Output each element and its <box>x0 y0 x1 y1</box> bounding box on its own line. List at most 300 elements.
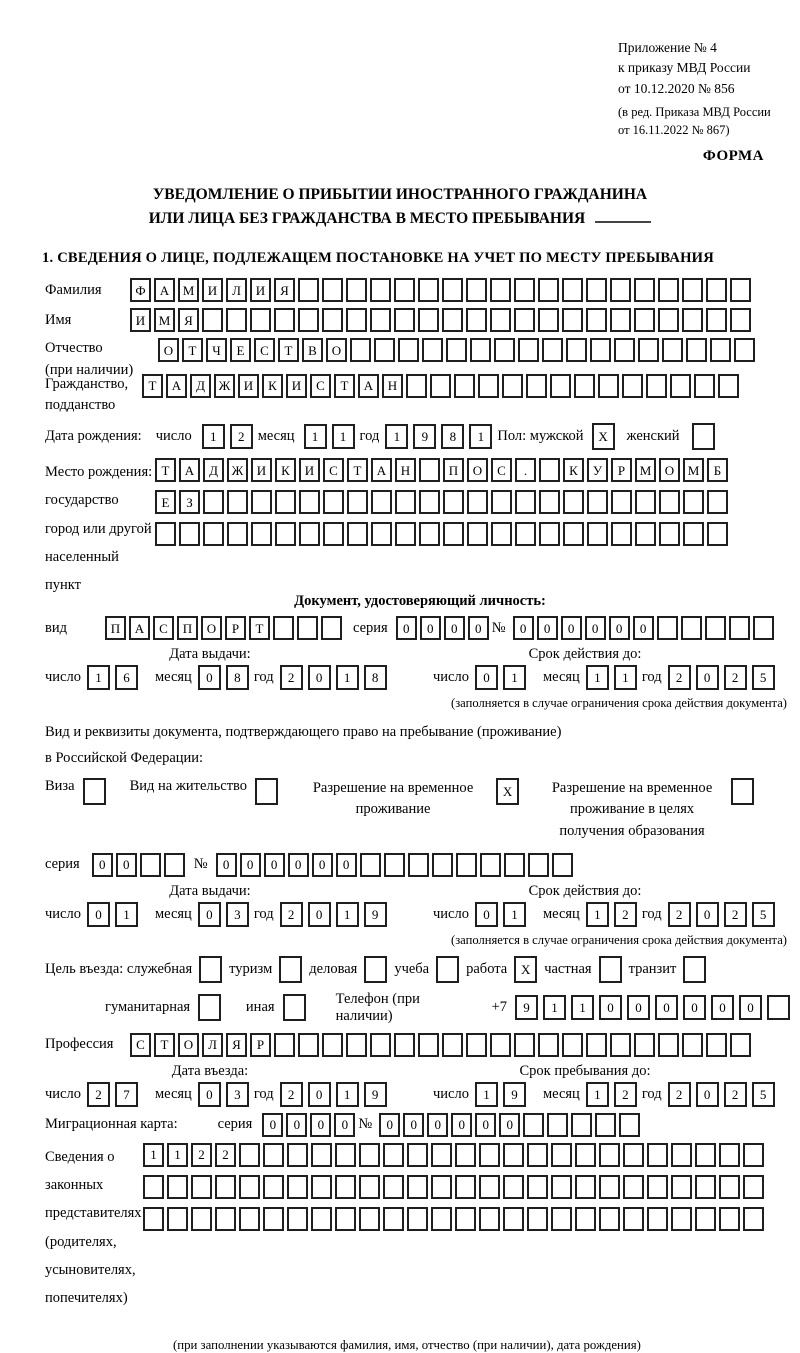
char-cell[interactable] <box>638 338 659 362</box>
char-cell[interactable]: 9 <box>364 1082 387 1107</box>
char-cell[interactable]: 0 <box>420 616 441 640</box>
char-cell[interactable]: 0 <box>696 902 719 927</box>
char-cell[interactable]: Ж <box>214 374 235 398</box>
char-cell[interactable]: А <box>358 374 379 398</box>
char-cell[interactable]: 0 <box>92 853 113 877</box>
char-cell[interactable] <box>683 522 704 546</box>
char-cell[interactable] <box>455 1207 476 1231</box>
char-cell[interactable] <box>274 308 295 332</box>
char-cell[interactable] <box>503 1207 524 1231</box>
char-cell[interactable]: 1 <box>586 1082 609 1107</box>
char-cell[interactable] <box>563 490 584 514</box>
char-cell[interactable] <box>671 1143 692 1167</box>
char-cell[interactable] <box>683 956 706 983</box>
char-cell[interactable] <box>255 778 278 805</box>
char-cell[interactable]: X <box>496 778 519 805</box>
char-cell[interactable]: 0 <box>739 995 762 1020</box>
char-cell[interactable] <box>191 1207 212 1231</box>
char-cell[interactable]: Л <box>202 1033 223 1057</box>
char-cell[interactable] <box>719 1175 740 1199</box>
char-cell[interactable]: 5 <box>752 902 775 927</box>
char-cell[interactable]: 3 <box>226 1082 249 1107</box>
char-cell[interactable] <box>623 1175 644 1199</box>
char-cell[interactable]: К <box>563 458 584 482</box>
char-cell[interactable]: Ф <box>130 278 151 302</box>
stay-until-month[interactable] <box>586 1082 642 1107</box>
visa-checkbox[interactable] <box>83 778 106 805</box>
char-cell[interactable] <box>547 1113 568 1137</box>
char-cell[interactable] <box>407 1207 428 1231</box>
char-cell[interactable]: 5 <box>752 665 775 690</box>
char-cell[interactable] <box>164 853 185 877</box>
char-cell[interactable] <box>730 278 751 302</box>
char-cell[interactable]: 0 <box>711 995 734 1020</box>
char-cell[interactable]: К <box>275 458 296 482</box>
char-cell[interactable] <box>743 1143 764 1167</box>
identity-issue-day[interactable] <box>87 665 143 690</box>
char-cell[interactable]: П <box>443 458 464 482</box>
char-cell[interactable]: Я <box>178 308 199 332</box>
char-cell[interactable] <box>730 308 751 332</box>
char-cell[interactable] <box>515 522 536 546</box>
char-cell[interactable]: И <box>299 458 320 482</box>
doc-number-cells[interactable] <box>513 616 777 640</box>
char-cell[interactable]: X <box>592 423 615 450</box>
char-cell[interactable] <box>695 1207 716 1231</box>
char-cell[interactable] <box>418 278 439 302</box>
char-cell[interactable]: С <box>153 616 174 640</box>
char-cell[interactable] <box>574 374 595 398</box>
patronymic-cells[interactable] <box>158 338 758 362</box>
char-cell[interactable] <box>275 522 296 546</box>
char-cell[interactable] <box>490 278 511 302</box>
char-cell[interactable] <box>504 853 525 877</box>
char-cell[interactable] <box>634 308 655 332</box>
char-cell[interactable] <box>273 616 294 640</box>
char-cell[interactable] <box>374 338 395 362</box>
char-cell[interactable] <box>478 374 499 398</box>
char-cell[interactable]: 0 <box>264 853 285 877</box>
char-cell[interactable]: О <box>158 338 179 362</box>
char-cell[interactable] <box>743 1207 764 1231</box>
char-cell[interactable] <box>599 1207 620 1231</box>
char-cell[interactable] <box>503 1175 524 1199</box>
char-cell[interactable]: 0 <box>585 616 606 640</box>
char-cell[interactable]: 2 <box>668 902 691 927</box>
char-cell[interactable]: А <box>371 458 392 482</box>
char-cell[interactable] <box>274 1033 295 1057</box>
char-cell[interactable]: 2 <box>191 1143 212 1167</box>
char-cell[interactable] <box>514 308 535 332</box>
char-cell[interactable]: 0 <box>334 1113 355 1137</box>
char-cell[interactable] <box>371 490 392 514</box>
char-cell[interactable]: П <box>177 616 198 640</box>
char-cell[interactable] <box>670 374 691 398</box>
humanitarian-checkbox[interactable] <box>198 994 221 1021</box>
char-cell[interactable] <box>659 490 680 514</box>
char-cell[interactable] <box>542 338 563 362</box>
char-cell[interactable]: 1 <box>336 665 359 690</box>
profession-cells[interactable] <box>130 1033 754 1057</box>
char-cell[interactable] <box>359 1143 380 1167</box>
char-cell[interactable] <box>466 308 487 332</box>
char-cell[interactable] <box>658 278 679 302</box>
char-cell[interactable] <box>706 278 727 302</box>
char-cell[interactable] <box>287 1143 308 1167</box>
stay-issue-year[interactable] <box>280 902 392 927</box>
char-cell[interactable] <box>730 1033 751 1057</box>
char-cell[interactable]: 1 <box>115 902 138 927</box>
char-cell[interactable] <box>419 458 440 482</box>
char-cell[interactable]: 1 <box>336 1082 359 1107</box>
char-cell[interactable]: О <box>326 338 347 362</box>
char-cell[interactable]: Д <box>203 458 224 482</box>
sex-male-checkbox[interactable] <box>592 423 615 450</box>
representatives-cells-row1[interactable] <box>143 1143 767 1167</box>
char-cell[interactable]: Ж <box>227 458 248 482</box>
char-cell[interactable] <box>455 1143 476 1167</box>
char-cell[interactable] <box>503 1143 524 1167</box>
char-cell[interactable] <box>299 490 320 514</box>
char-cell[interactable]: 1 <box>167 1143 188 1167</box>
char-cell[interactable] <box>586 308 607 332</box>
char-cell[interactable] <box>706 308 727 332</box>
char-cell[interactable]: В <box>302 338 323 362</box>
private-checkbox[interactable] <box>599 956 622 983</box>
char-cell[interactable] <box>83 778 106 805</box>
char-cell[interactable] <box>335 1143 356 1167</box>
char-cell[interactable] <box>430 374 451 398</box>
char-cell[interactable] <box>322 1033 343 1057</box>
char-cell[interactable]: О <box>467 458 488 482</box>
char-cell[interactable] <box>346 1033 367 1057</box>
char-cell[interactable] <box>383 1175 404 1199</box>
entry-month[interactable] <box>198 1082 254 1107</box>
char-cell[interactable]: 0 <box>198 665 221 690</box>
char-cell[interactable]: 1 <box>304 424 327 449</box>
char-cell[interactable] <box>647 1143 668 1167</box>
char-cell[interactable] <box>491 490 512 514</box>
char-cell[interactable] <box>527 1175 548 1199</box>
char-cell[interactable] <box>299 522 320 546</box>
char-cell[interactable] <box>671 1207 692 1231</box>
char-cell[interactable] <box>538 308 559 332</box>
char-cell[interactable] <box>263 1175 284 1199</box>
entry-day[interactable] <box>87 1082 143 1107</box>
char-cell[interactable]: 2 <box>724 665 747 690</box>
char-cell[interactable]: 0 <box>561 616 582 640</box>
char-cell[interactable] <box>731 778 754 805</box>
char-cell[interactable] <box>311 1207 332 1231</box>
char-cell[interactable] <box>729 616 750 640</box>
char-cell[interactable] <box>283 994 306 1021</box>
char-cell[interactable]: 1 <box>469 424 492 449</box>
char-cell[interactable]: О <box>178 1033 199 1057</box>
char-cell[interactable] <box>479 1207 500 1231</box>
char-cell[interactable] <box>407 1143 428 1167</box>
char-cell[interactable]: 1 <box>571 995 594 1020</box>
char-cell[interactable] <box>635 490 656 514</box>
char-cell[interactable] <box>179 522 200 546</box>
char-cell[interactable]: М <box>635 458 656 482</box>
char-cell[interactable]: 0 <box>216 853 237 877</box>
char-cell[interactable] <box>431 1175 452 1199</box>
stay-valid-day[interactable] <box>475 902 531 927</box>
char-cell[interactable] <box>431 1207 452 1231</box>
char-cell[interactable]: 2 <box>215 1143 236 1167</box>
char-cell[interactable]: 2 <box>87 1082 110 1107</box>
char-cell[interactable] <box>706 1033 727 1057</box>
char-cell[interactable] <box>551 1207 572 1231</box>
char-cell[interactable]: И <box>251 458 272 482</box>
char-cell[interactable]: 0 <box>396 616 417 640</box>
char-cell[interactable] <box>634 1033 655 1057</box>
char-cell[interactable]: 0 <box>403 1113 424 1137</box>
char-cell[interactable] <box>408 853 429 877</box>
char-cell[interactable] <box>538 278 559 302</box>
study-checkbox[interactable] <box>436 956 459 983</box>
char-cell[interactable]: 0 <box>475 1113 496 1137</box>
char-cell[interactable] <box>527 1207 548 1231</box>
char-cell[interactable]: 1 <box>503 902 526 927</box>
char-cell[interactable] <box>279 956 302 983</box>
char-cell[interactable] <box>514 1033 535 1057</box>
char-cell[interactable] <box>694 374 715 398</box>
char-cell[interactable]: 0 <box>308 902 331 927</box>
char-cell[interactable]: Т <box>155 458 176 482</box>
birthplace-cells-row3[interactable] <box>155 522 731 546</box>
char-cell[interactable]: 0 <box>475 902 498 927</box>
char-cell[interactable]: А <box>166 374 187 398</box>
char-cell[interactable]: Б <box>707 458 728 482</box>
char-cell[interactable]: Т <box>347 458 368 482</box>
char-cell[interactable]: 1 <box>586 665 609 690</box>
char-cell[interactable]: 6 <box>115 665 138 690</box>
char-cell[interactable]: А <box>129 616 150 640</box>
char-cell[interactable]: И <box>238 374 259 398</box>
char-cell[interactable] <box>563 522 584 546</box>
char-cell[interactable]: 8 <box>226 665 249 690</box>
char-cell[interactable] <box>191 1175 212 1199</box>
surname-cells[interactable] <box>130 278 754 302</box>
char-cell[interactable]: 0 <box>116 853 137 877</box>
char-cell[interactable]: 9 <box>515 995 538 1020</box>
char-cell[interactable]: А <box>179 458 200 482</box>
char-cell[interactable]: 2 <box>614 1082 637 1107</box>
char-cell[interactable] <box>239 1143 260 1167</box>
char-cell[interactable] <box>263 1207 284 1231</box>
char-cell[interactable] <box>719 1207 740 1231</box>
char-cell[interactable] <box>539 522 560 546</box>
identity-valid-month[interactable] <box>586 665 642 690</box>
char-cell[interactable]: 9 <box>413 424 436 449</box>
char-cell[interactable] <box>575 1143 596 1167</box>
char-cell[interactable]: 5 <box>752 1082 775 1107</box>
char-cell[interactable]: Я <box>226 1033 247 1057</box>
name-cells[interactable] <box>130 308 754 332</box>
char-cell[interactable]: 0 <box>513 616 534 640</box>
char-cell[interactable] <box>298 1033 319 1057</box>
char-cell[interactable] <box>682 308 703 332</box>
identity-issue-year[interactable] <box>280 665 392 690</box>
char-cell[interactable] <box>599 1175 620 1199</box>
char-cell[interactable]: 1 <box>202 424 225 449</box>
char-cell[interactable]: 0 <box>288 853 309 877</box>
char-cell[interactable]: 2 <box>724 1082 747 1107</box>
char-cell[interactable] <box>298 308 319 332</box>
residence-permit-checkbox[interactable] <box>255 778 278 805</box>
char-cell[interactable] <box>562 278 583 302</box>
char-cell[interactable] <box>383 1143 404 1167</box>
char-cell[interactable] <box>575 1175 596 1199</box>
stay-series-cells[interactable] <box>92 853 188 877</box>
char-cell[interactable] <box>718 374 739 398</box>
char-cell[interactable] <box>479 1175 500 1199</box>
char-cell[interactable]: Я <box>274 278 295 302</box>
char-cell[interactable] <box>140 853 161 877</box>
char-cell[interactable] <box>710 338 731 362</box>
char-cell[interactable]: 2 <box>280 1082 303 1107</box>
char-cell[interactable]: Р <box>225 616 246 640</box>
char-cell[interactable] <box>143 1175 164 1199</box>
char-cell[interactable]: Л <box>226 278 247 302</box>
char-cell[interactable]: И <box>250 278 271 302</box>
char-cell[interactable] <box>422 338 443 362</box>
char-cell[interactable] <box>683 490 704 514</box>
char-cell[interactable] <box>419 522 440 546</box>
birth-day-cells[interactable] <box>202 424 258 449</box>
char-cell[interactable]: 0 <box>475 665 498 690</box>
char-cell[interactable]: 3 <box>226 902 249 927</box>
char-cell[interactable] <box>443 490 464 514</box>
char-cell[interactable] <box>743 1175 764 1199</box>
char-cell[interactable] <box>406 374 427 398</box>
char-cell[interactable] <box>695 1175 716 1199</box>
char-cell[interactable] <box>297 616 318 640</box>
stay-issue-month[interactable] <box>198 902 254 927</box>
char-cell[interactable] <box>250 308 271 332</box>
char-cell[interactable]: А <box>154 278 175 302</box>
temp-residence-edu-checkbox[interactable] <box>731 778 754 805</box>
char-cell[interactable] <box>347 490 368 514</box>
char-cell[interactable] <box>571 1113 592 1137</box>
tourism-checkbox[interactable] <box>279 956 302 983</box>
entry-year[interactable] <box>280 1082 392 1107</box>
char-cell[interactable]: 0 <box>286 1113 307 1137</box>
char-cell[interactable]: 0 <box>537 616 558 640</box>
char-cell[interactable]: С <box>254 338 275 362</box>
char-cell[interactable]: Т <box>182 338 203 362</box>
char-cell[interactable] <box>198 994 221 1021</box>
char-cell[interactable] <box>767 995 790 1020</box>
mc-series-cells[interactable] <box>262 1113 358 1137</box>
char-cell[interactable] <box>586 278 607 302</box>
char-cell[interactable]: 0 <box>310 1113 331 1137</box>
char-cell[interactable] <box>635 522 656 546</box>
char-cell[interactable] <box>681 616 702 640</box>
char-cell[interactable] <box>647 1207 668 1231</box>
char-cell[interactable]: И <box>286 374 307 398</box>
char-cell[interactable] <box>623 1207 644 1231</box>
representatives-cells-row2[interactable] <box>143 1175 767 1199</box>
char-cell[interactable] <box>346 308 367 332</box>
char-cell[interactable] <box>239 1207 260 1231</box>
char-cell[interactable] <box>432 853 453 877</box>
char-cell[interactable] <box>227 522 248 546</box>
doc-series-cells[interactable] <box>396 616 492 640</box>
char-cell[interactable]: 0 <box>312 853 333 877</box>
char-cell[interactable] <box>590 338 611 362</box>
char-cell[interactable] <box>383 1207 404 1231</box>
char-cell[interactable] <box>614 338 635 362</box>
char-cell[interactable] <box>719 1143 740 1167</box>
char-cell[interactable]: И <box>202 278 223 302</box>
char-cell[interactable] <box>251 490 272 514</box>
char-cell[interactable]: У <box>587 458 608 482</box>
char-cell[interactable] <box>443 522 464 546</box>
char-cell[interactable] <box>598 374 619 398</box>
char-cell[interactable] <box>634 278 655 302</box>
char-cell[interactable] <box>470 338 491 362</box>
char-cell[interactable]: М <box>154 308 175 332</box>
char-cell[interactable]: 0 <box>87 902 110 927</box>
char-cell[interactable] <box>526 374 547 398</box>
char-cell[interactable]: 1 <box>614 665 637 690</box>
char-cell[interactable]: 8 <box>441 424 464 449</box>
char-cell[interactable]: Т <box>334 374 355 398</box>
char-cell[interactable] <box>490 308 511 332</box>
char-cell[interactable]: 0 <box>451 1113 472 1137</box>
char-cell[interactable] <box>494 338 515 362</box>
char-cell[interactable]: И <box>130 308 151 332</box>
char-cell[interactable] <box>502 374 523 398</box>
char-cell[interactable]: 0 <box>379 1113 400 1137</box>
char-cell[interactable]: 0 <box>655 995 678 1020</box>
char-cell[interactable] <box>671 1175 692 1199</box>
char-cell[interactable] <box>371 522 392 546</box>
char-cell[interactable] <box>466 1033 487 1057</box>
mc-number-cells[interactable] <box>379 1113 643 1137</box>
char-cell[interactable] <box>227 490 248 514</box>
char-cell[interactable] <box>143 1207 164 1231</box>
char-cell[interactable]: Т <box>249 616 270 640</box>
char-cell[interactable] <box>552 853 573 877</box>
char-cell[interactable] <box>490 1033 511 1057</box>
char-cell[interactable]: . <box>515 458 536 482</box>
char-cell[interactable] <box>203 522 224 546</box>
stay-valid-year[interactable] <box>668 902 780 927</box>
char-cell[interactable] <box>528 853 549 877</box>
char-cell[interactable]: 0 <box>444 616 465 640</box>
char-cell[interactable] <box>407 1175 428 1199</box>
char-cell[interactable]: 0 <box>262 1113 283 1137</box>
char-cell[interactable] <box>364 956 387 983</box>
char-cell[interactable] <box>647 1175 668 1199</box>
other-purpose-checkbox[interactable] <box>283 994 306 1021</box>
char-cell[interactable]: Е <box>230 338 251 362</box>
birth-month-cells[interactable] <box>304 424 360 449</box>
purpose-official-checkbox[interactable] <box>199 956 222 983</box>
char-cell[interactable] <box>155 522 176 546</box>
char-cell[interactable]: С <box>310 374 331 398</box>
char-cell[interactable] <box>442 308 463 332</box>
char-cell[interactable] <box>370 308 391 332</box>
char-cell[interactable]: М <box>178 278 199 302</box>
char-cell[interactable]: З <box>179 490 200 514</box>
transit-checkbox[interactable] <box>683 956 706 983</box>
char-cell[interactable] <box>538 1033 559 1057</box>
char-cell[interactable] <box>311 1175 332 1199</box>
